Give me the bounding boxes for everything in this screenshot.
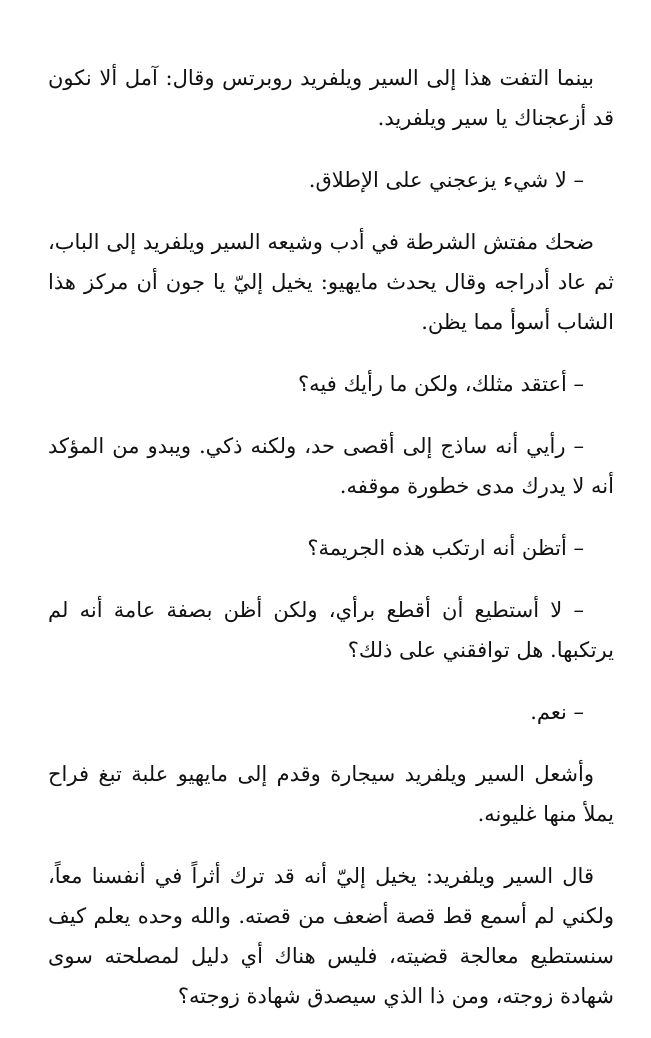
dialogue-line-5: – لا أستطيع أن أقطع برأي، ولكن أظن بصفة عامة أنه لم يرتكبها. هل توافقني على ذلك؟ [48, 598, 614, 662]
dialogue-line-1: – لا شيء يزعجني على الإطلاق. [308, 168, 584, 192]
paragraph-2: ضحك مفتش الشرطة في أدب وشيعه السير ويلفريد إلى الباب، ثم عاد أدراجه وقال يحدث مايهيو: يخيل إليّ يا جون أن مركز هذا الشاب أسوأ مما يظن. [48, 230, 614, 334]
paragraph-4: قال السير ويلفريد: يخيل إليّ أنه قد ترك أثراً في أنفسنا معاً، ولكني لم أسمع قط قصة أضعف من قصته. والله وحده يعلم كيف سنستطيع معالجة قضيته، فليس هناك أي دليل لمصلحته سوى شهادة زوجته، ومن ذا الذي سيصدق شهادة زوجته؟ [48, 864, 614, 1008]
dialogue-line-2: – أعتقد مثلك، ولكن ما رأيك فيه؟ [298, 372, 584, 396]
paragraph-1: بينما التفت هذا إلى السير ويلفريد روبرتس وقال: آمل ألا نكون قد أزعجناك يا سير ويلفريد. [48, 66, 614, 130]
dialogue-line-3: – رأيي أنه ساذج إلى أقصى حد، ولكنه ذكي. ويبدو من المؤكد أنه لا يدرك مدى خطورة موقفه. [48, 434, 614, 498]
dialogue-line-4: – أتظن أنه ارتكب هذه الجريمة؟ [307, 536, 584, 560]
book-page [48, 58, 614, 1038]
dialogue-line-6: – نعم. [530, 700, 584, 724]
paragraph-3: وأشعل السير ويلفريد سيجارة وقدم إلى مايهيو علبة تبغ فراح يملأ منها غليونه. [48, 762, 614, 826]
